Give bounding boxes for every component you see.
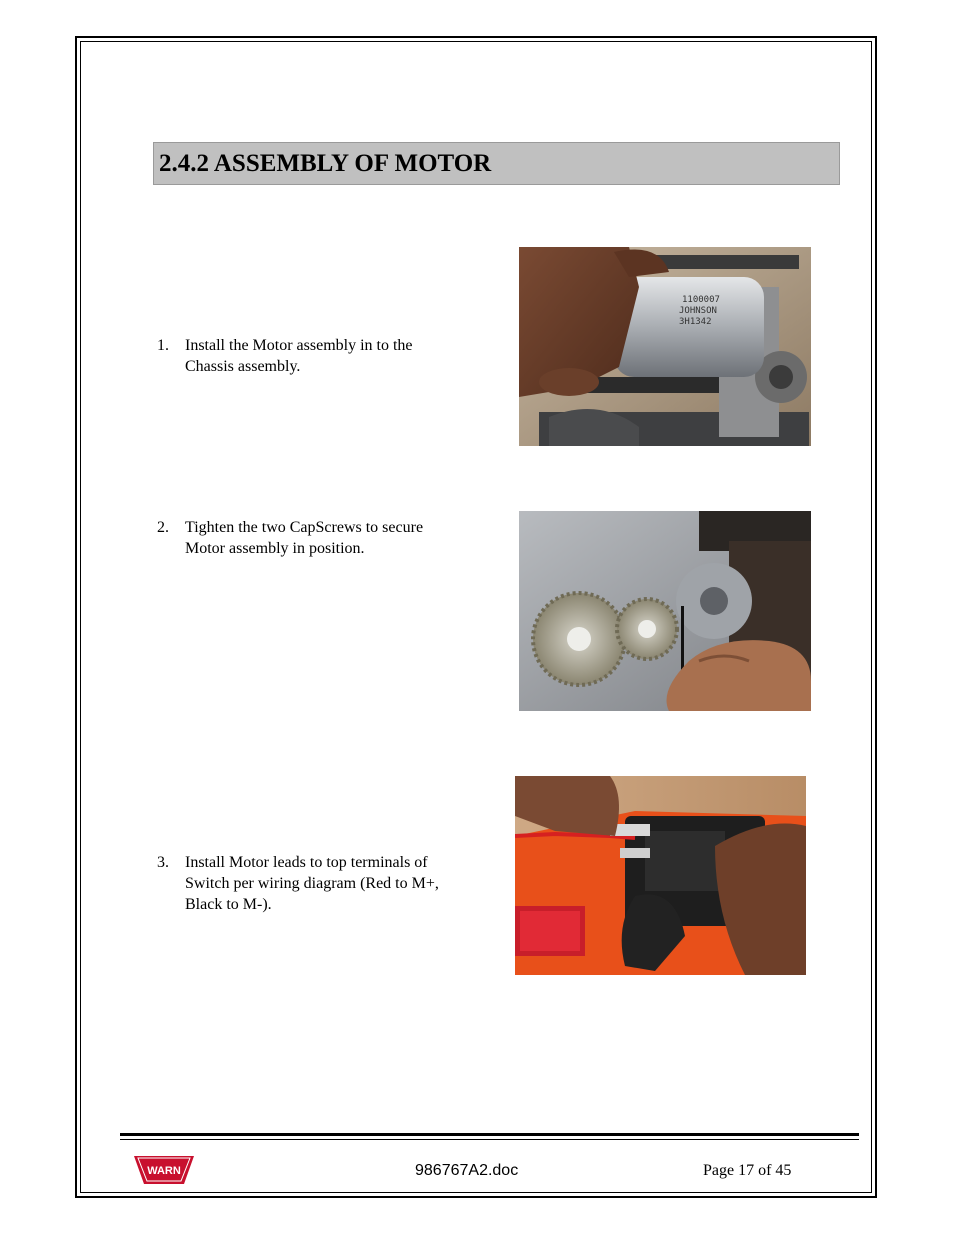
step-3-line-2: Switch per wiring diagram (Red to M+, bbox=[185, 875, 439, 892]
warn-logo-text: WARN bbox=[147, 1165, 181, 1177]
step-1-line-1: Install the Motor assembly in to the bbox=[185, 337, 413, 354]
warn-logo bbox=[132, 1154, 196, 1186]
footer-rule-thick bbox=[120, 1133, 859, 1136]
photo-motor-install-graphic bbox=[519, 247, 811, 446]
step-1-line-2: Chassis assembly. bbox=[185, 358, 301, 375]
photo-motor-leads bbox=[515, 776, 806, 975]
photo-tighten-capscrews bbox=[519, 511, 811, 711]
step-2-number: 2. bbox=[157, 519, 169, 536]
section-heading bbox=[153, 142, 840, 185]
footer-filename: 986767A2.doc bbox=[415, 1162, 519, 1179]
photo-motor-install bbox=[519, 247, 811, 446]
svg-text:3H1342: 3H1342 bbox=[679, 317, 712, 327]
step-2-line-1: Tighten the two CapScrews to secure bbox=[185, 519, 424, 536]
step-3-line-1: Install Motor leads to top terminals of bbox=[185, 854, 428, 871]
step-2-line-2: Motor assembly in position. bbox=[185, 540, 365, 557]
photo-tighten-capscrews-graphic bbox=[519, 511, 811, 711]
svg-text:JOHNSON: JOHNSON bbox=[679, 306, 717, 316]
footer-rule-thin bbox=[120, 1139, 859, 1140]
svg-text:1100007: 1100007 bbox=[682, 295, 720, 305]
step-1-number: 1. bbox=[157, 337, 169, 354]
step-3-number: 3. bbox=[157, 854, 169, 871]
section-title: 2.4.2 ASSEMBLY OF MOTOR bbox=[159, 150, 492, 177]
photo-motor-leads-graphic bbox=[515, 776, 806, 975]
footer-page-number: Page 17 of 45 bbox=[703, 1162, 792, 1179]
warn-logo-graphic bbox=[132, 1154, 196, 1186]
step-3-line-3: Black to M-). bbox=[185, 896, 272, 913]
